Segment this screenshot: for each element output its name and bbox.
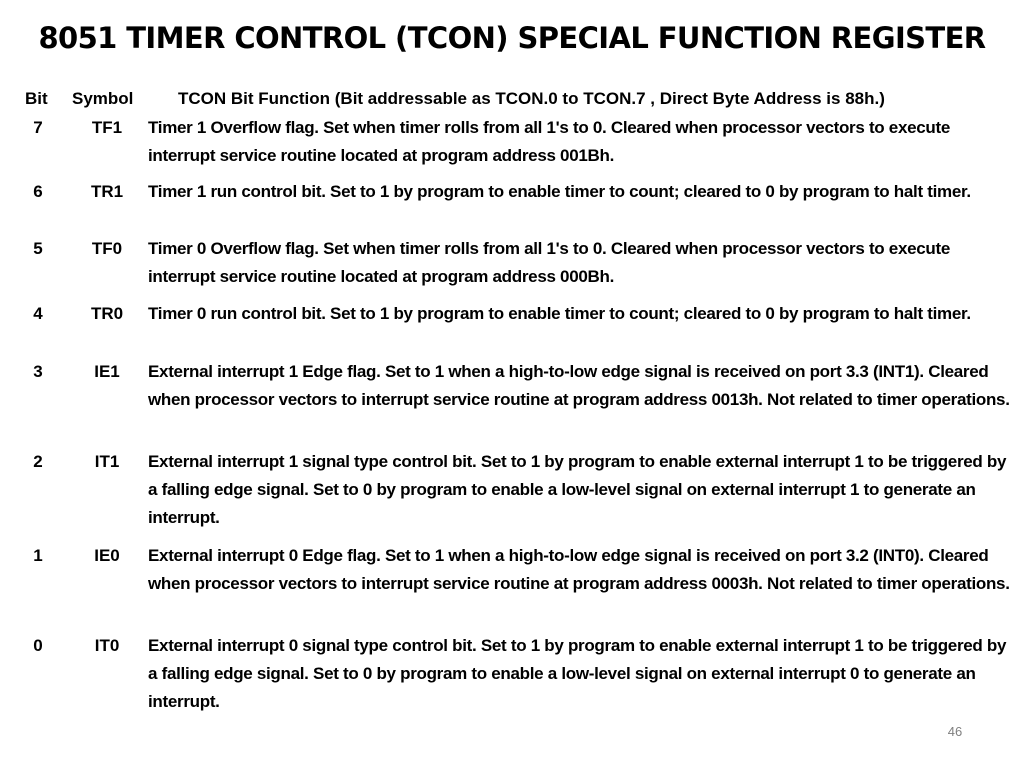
column-header-symbol: Symbol bbox=[72, 89, 134, 108]
bit-symbol: IT0 bbox=[94, 636, 120, 655]
bit-symbol: TF1 bbox=[91, 118, 123, 137]
bit-description: External interrupt 0 signal type control bit. Set to 1 by program to enable external interrupt 1 to be triggered by a falling edge signal. Set to 0 by program to enable a low-level signal on external interrupt 0 to generate an interrupt. bbox=[148, 636, 1007, 711]
table-header bbox=[0, 86, 1024, 112]
column-header-function: TCON Bit Function (Bit addressable as TCON.0 to TCON.7 , Direct Byte Address is 88h.) bbox=[178, 89, 885, 108]
bit-symbol: IE0 bbox=[94, 546, 120, 565]
bit-description: Timer 1 Overflow flag. Set when timer rolls from all 1's to 0. Cleared when processor vectors to execute interrupt service routine located at program address 001Bh. bbox=[148, 118, 951, 165]
page-title: 8051 TIMER CONTROL (TCON) SPECIAL FUNCTION REGISTER bbox=[38, 21, 986, 55]
bit-number: 0 bbox=[33, 636, 43, 655]
bit-number: 4 bbox=[33, 304, 43, 323]
column-header-bit: Bit bbox=[25, 89, 48, 108]
bit-symbol: TR1 bbox=[90, 182, 124, 201]
bit-number: 3 bbox=[33, 362, 43, 381]
bit-description: Timer 0 Overflow flag. Set when timer rolls from all 1's to 0. Cleared when processor vectors to execute interrupt service routine located at program address 000Bh. bbox=[148, 239, 951, 286]
bit-number: 7 bbox=[33, 118, 43, 137]
bit-description: Timer 1 run control bit. Set to 1 by program to enable timer to count; cleared to 0 by program to halt timer. bbox=[148, 182, 971, 201]
bit-symbol: IE1 bbox=[94, 362, 120, 381]
bit-number: 6 bbox=[33, 182, 43, 201]
bit-number: 5 bbox=[33, 239, 43, 258]
bit-description: External interrupt 0 Edge flag. Set to 1 when a high-to-low edge signal is received on port 3.2 (INT0). Cleared when processor vectors to interrupt service routine at program address 0003h. Not related to timer operations. bbox=[148, 546, 1010, 593]
bit-symbol: IT1 bbox=[94, 452, 120, 471]
bit-number: 2 bbox=[33, 452, 43, 471]
page-number: 46 bbox=[947, 724, 963, 739]
bit-number: 1 bbox=[33, 546, 43, 565]
bit-description: External interrupt 1 signal type control bit. Set to 1 by program to enable external interrupt 1 to be triggered by a falling edge signal. Set to 0 by program to enable a low-level signal on external interrupt 1 to generate an interrupt. bbox=[148, 452, 1007, 527]
bit-symbol: TF0 bbox=[91, 239, 123, 258]
bit-description: External interrupt 1 Edge flag. Set to 1 when a high-to-low edge signal is received on port 3.3 (INT1). Cleared when processor vectors to interrupt service routine at program address 0013h. Not related to timer operations. bbox=[148, 362, 1010, 409]
bit-symbol: TR0 bbox=[90, 304, 124, 323]
bit-description: Timer 0 run control bit. Set to 1 by program to enable timer to count; cleared to 0 by program to halt timer. bbox=[148, 304, 971, 323]
